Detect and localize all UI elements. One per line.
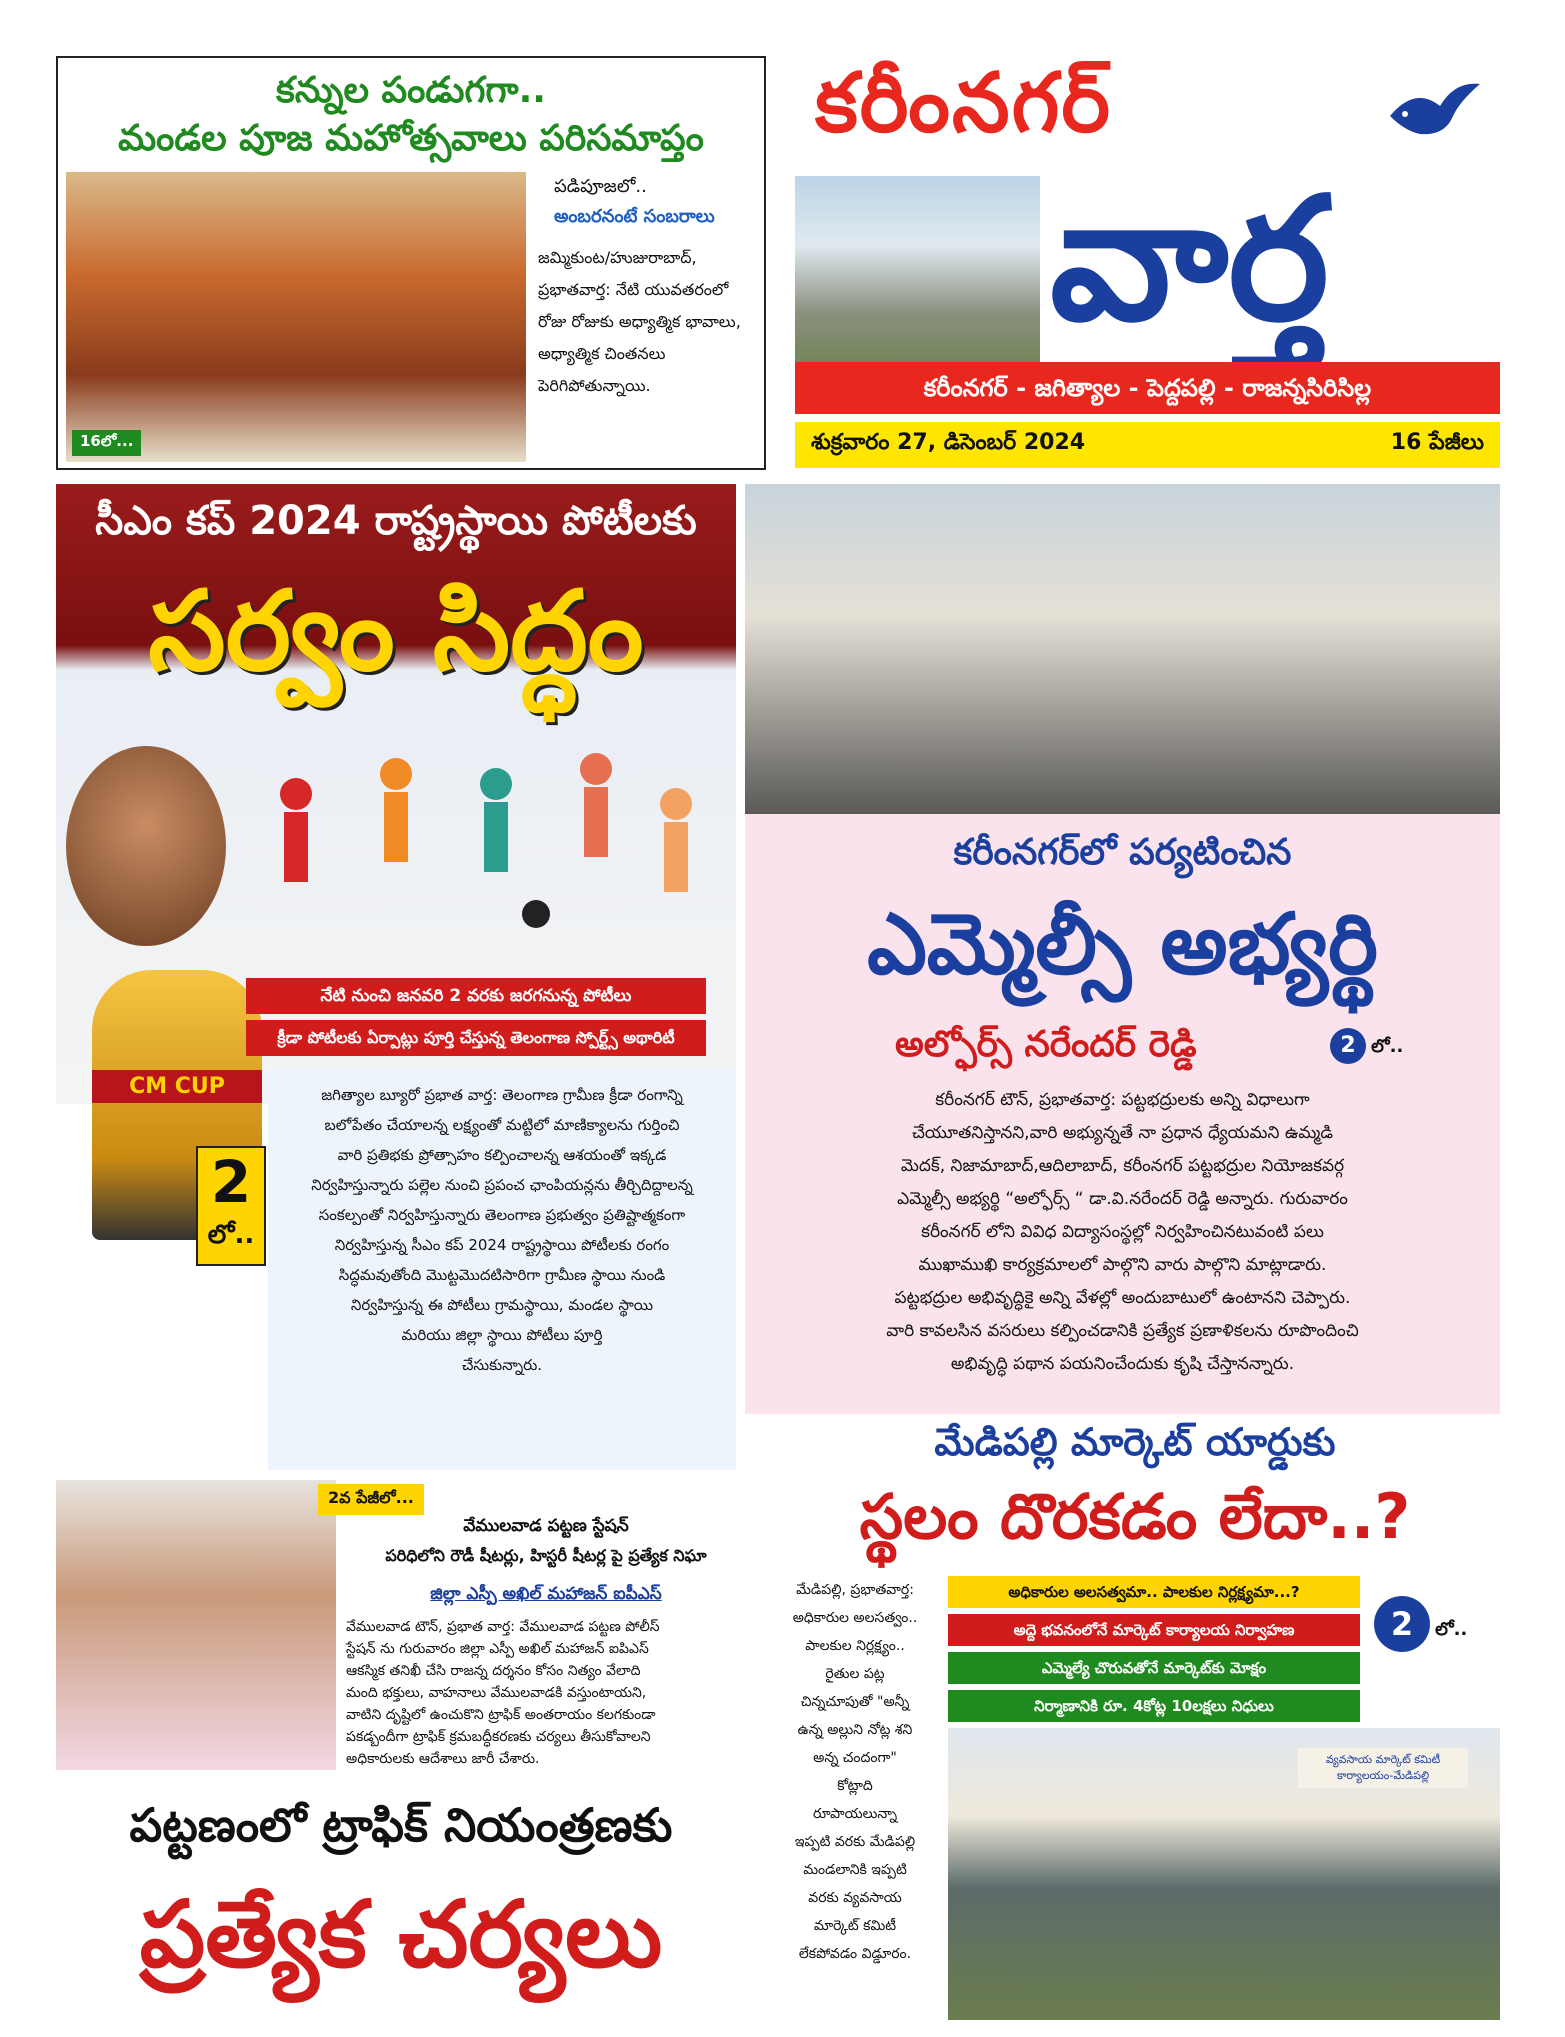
traffic-body bbox=[346, 1616, 746, 1770]
body-line: వాటిని దృష్టిలో ఉంచుకొని ట్రాఫిక్ అంతరాయం కలగకుండా bbox=[346, 1707, 656, 1723]
market-strip-3: ఎమ్మెల్యే చొరువతోనే మార్కెట్‌కు మోక్షం bbox=[948, 1652, 1360, 1684]
page-ref-badge[interactable]: 16లో... bbox=[72, 430, 141, 456]
body-line: మరియు జిల్లా స్థాయి పోటీలు పూర్తి bbox=[401, 1326, 603, 1344]
cm-portrait-photo bbox=[66, 746, 226, 946]
market-page-ref[interactable] bbox=[1374, 1596, 1467, 1652]
top-story-headline-1: కన్నుల పండుగగా.. bbox=[276, 70, 546, 111]
body-line: పట్టభద్రుల అభివృద్ధికై అన్ని వేళల్లో అందుబాటులో ఉంటానని చెప్పారు. bbox=[894, 1288, 1351, 1308]
body-line: వారి ప్రతిభకు ప్రోత్సాహం కల్పించాలన్న ఆశయంతో ఇక్కడ bbox=[337, 1146, 667, 1164]
body-line: వారి కావలసిన వసరులు కల్పించడానికి ప్రత్యేక ప్రణాళికలను రూపొందించి bbox=[886, 1321, 1359, 1341]
body-line: మేడిపల్లి, ప్రభాతవార్త: bbox=[796, 1582, 914, 1598]
top-story-sub-2: అంబరనంటే సంబరాలు bbox=[554, 206, 715, 227]
body-line: అధికారుల అలసత్వం.. bbox=[792, 1610, 918, 1626]
top-story-headline-2: మండల పూజ మహోత్సవాలు పరిసమాప్తం bbox=[118, 118, 704, 159]
traffic-kicker-3: జిల్లా ఎస్పీ అఖిల్ మహాజన్ ఐపీఎస్ bbox=[430, 1584, 662, 1604]
traffic-section bbox=[56, 1480, 746, 2020]
body-line: జగిత్యాల బ్యూరో ప్రభాత వార్త: తెలంగాణ గ్రామీణ క్రీడా రంగాన్ని bbox=[321, 1086, 683, 1104]
body-line: లేకపోవడం విడ్డూరం. bbox=[798, 1946, 912, 1962]
page-ref-suffix: లో.. bbox=[1371, 1036, 1404, 1057]
cm-cup-page-ref[interactable] bbox=[196, 1146, 266, 1266]
body-line: నిర్వహిస్తున్న సీఎం కప్ 2024 రాష్ట్రస్థాయి పోటీలకు రంగం bbox=[334, 1236, 670, 1254]
traffic-headline-2: ప్రత్యేక చర్యలు bbox=[139, 1881, 663, 1988]
page-ref-number: 2 bbox=[1330, 1028, 1366, 1064]
body-line: కరీంనగర్ లోని వివిధ విద్యాసంస్థల్లో నిర్వహించినటువంటి పలు bbox=[921, 1222, 1324, 1242]
cm-cup-headline: సర్వం సిద్ధం bbox=[148, 567, 644, 695]
mlc-group-photo bbox=[745, 484, 1500, 814]
districts-bar: కరీంనగర్ - జగిత్యాల - పెద్దపల్లి - రాజన్నసిరిసిల్ల bbox=[795, 362, 1500, 414]
body-line: రైతుల పట్ల bbox=[825, 1666, 885, 1682]
page-ref-number: 2 bbox=[1374, 1596, 1430, 1652]
sp-portrait-photo bbox=[56, 1480, 336, 1770]
body-line: చేయూతనిస్తానని,వారి అభ్యున్నతే నా ప్రధాన ధ్యేయమని ఉమ్మడి bbox=[912, 1123, 1333, 1143]
market-body bbox=[770, 1576, 940, 1968]
mlc-kicker: కరీంనగర్‌లో పర్యటించిన bbox=[953, 832, 1292, 873]
masthead-name-top: కరీంనగర్ bbox=[815, 56, 1113, 151]
top-story-box bbox=[56, 56, 766, 470]
body-line: ఇప్పటి వరకు మేడిపల్లి bbox=[794, 1834, 916, 1850]
body-line: ఎమ్మెల్సీ అభ్యర్థి “అల్ఫోర్స్ “ డా.వి.నరేందర్ రెడ్డి అన్నారు. గురువారం bbox=[897, 1189, 1348, 1209]
cm-cup-body bbox=[268, 1070, 736, 1470]
market-office-sign: వ్యవసాయ మార్కెట్ కమిటీ కార్యాలయం-మేడిపల్లి bbox=[1298, 1748, 1468, 1788]
top-story-photo bbox=[66, 172, 526, 462]
mlc-section bbox=[745, 484, 1500, 1414]
cm-cup-section bbox=[56, 484, 736, 1484]
traffic-headline-1: పట్టణంలో ట్రాఫిక్ నియంత్రణకు bbox=[129, 1798, 673, 1852]
body-line: కోట్లాది bbox=[837, 1778, 873, 1794]
dove-logo-icon bbox=[1385, 76, 1485, 156]
body-line: బలోపేతం చేయాలన్న లక్ష్యంతో మట్టిలో మాణిక్యాలను గుర్తించి bbox=[324, 1116, 680, 1134]
body-line: సిద్ధమవుతోంది మొట్టమొదటిసారిగా గ్రామీణ స్థాయి నుండి bbox=[338, 1266, 666, 1284]
body-line: రూపాయలున్నా bbox=[812, 1806, 898, 1822]
traffic-kicker-2: పరిధిలోని రౌడీ షీటర్లు, హిస్టరీ షీటర్ల పై ప్రత్యేక నిఘా bbox=[385, 1546, 707, 1565]
date-bar bbox=[795, 422, 1500, 468]
cm-cup-strip-2: క్రీడా పోటీలకు ఏర్పాట్లు పూర్తి చేస్తున్న తెలంగాణ స్పోర్ట్స్ అథారిటీ bbox=[246, 1020, 706, 1056]
page-ref-suffix: లో.. bbox=[207, 1220, 255, 1250]
market-building-photo bbox=[948, 1728, 1500, 2020]
body-line: మెదక్, నిజామాబాద్,ఆదిలాబాద్, కరీంనగర్ పట్టభద్రుల నియోజకవర్గ bbox=[900, 1156, 1345, 1176]
market-strip-2: అద్దె భవనంలోనే మార్కెట్ కార్యాలయ నిర్వాహణ bbox=[948, 1614, 1360, 1646]
body-line: ఆకస్మిక తనిఖీ చేసి రాజన్న దర్శనం కోసం నిత్యం వేలాది bbox=[346, 1663, 641, 1679]
body-line: ఉన్న అల్లుని నోట్ల శని bbox=[797, 1722, 913, 1738]
body-line: చిన్నచూపుతో "అన్నీ bbox=[800, 1694, 910, 1710]
market-kicker: మేడిపల్లి మార్కెట్ యార్డుకు bbox=[934, 1420, 1336, 1464]
page-ref-suffix: లో.. bbox=[1435, 1619, 1468, 1640]
body-line: అభివృద్ధి పథాన పయనించేందుకు కృషి చేస్తానన్నారు. bbox=[950, 1354, 1295, 1374]
body-line: పాలకుల నిర్లక్ష్యం.. bbox=[805, 1638, 905, 1654]
body-line: మండలానికి ఇప్పటి bbox=[803, 1862, 907, 1878]
mlc-page-ref[interactable] bbox=[1330, 1028, 1403, 1064]
body-line: అధికారులకు ఆదేశాలు జారీ చేశారు. bbox=[346, 1751, 540, 1767]
masthead-name-main: వార్త bbox=[1050, 161, 1329, 359]
body-line: వేములవాడ టౌన్, ప్రభాత వార్త: వేములవాడ పట్టణ పోలీస్ bbox=[346, 1619, 660, 1635]
market-strip-4: నిర్మాణానికి రూ. 4కోట్ల 10లక్షలు నిధులు bbox=[948, 1690, 1360, 1722]
mlc-candidate-name: అల్ఫోర్స్ నరేందర్ రెడ్డి bbox=[895, 1024, 1197, 1065]
body-line: మార్కెట్ కమిటీ bbox=[813, 1918, 897, 1934]
market-section bbox=[770, 1420, 1500, 2020]
mlc-body bbox=[761, 1084, 1484, 1381]
market-headline: స్థలం దొరకడం లేదా..? bbox=[859, 1480, 1411, 1553]
market-strip-1: అధికారుల అలసత్వమా.. పాలకుల నిర్లక్ష్యమా...? bbox=[948, 1576, 1360, 1608]
body-line: నిర్వహిస్తున్న ఈ పోటీలు గ్రామస్థాయి, మండల స్థాయి bbox=[350, 1296, 654, 1314]
body-line: వరకు వ్యవసాయ bbox=[808, 1890, 902, 1906]
cm-cup-kicker: సీఎం కప్ 2024 రాష్ట్రస్థాయి పోటీలకు bbox=[95, 498, 697, 544]
masthead bbox=[795, 56, 1500, 470]
body-line: స్టేషన్ ను గురువారం జిల్లా ఎస్పీ అఖిల్ మహాజన్ ఐపిఎస్ bbox=[346, 1641, 649, 1657]
page-ref-number: 2 bbox=[210, 1148, 252, 1216]
issue-date: శుక్రవారం 27, డిసెంబర్ 2024 bbox=[811, 430, 1086, 455]
top-story-body: జమ్మికుంట/హుజురాబాద్, ప్రభాతవార్త: నేటి యువతరంలో రోజు రోజుకు అధ్యాత్మిక భావాలు, అధ్యాత్మిక చింతనలు పెరిగిపోతున్నాయి. bbox=[538, 248, 741, 395]
top-story-sub-1: పడిపూజలో.. bbox=[554, 176, 647, 197]
body-line: అన్న చందంగా" bbox=[813, 1750, 897, 1766]
body-line: కరీంనగర్ టౌన్, ప్రభాతవార్త: పట్టభద్రులకు అన్ని విధాలుగా bbox=[935, 1090, 1310, 1110]
mlc-headline: ఎమ్మెల్సీ అభ్యర్థి bbox=[867, 895, 1378, 993]
traffic-page-ref[interactable]: 2వ పేజీలో... bbox=[318, 1484, 424, 1515]
page-count: 16 పేజీలు bbox=[1390, 430, 1484, 455]
cm-cup-strip-1: నేటి నుంచి జనవరి 2 వరకు జరగనున్న పోటీలు bbox=[246, 978, 706, 1014]
body-line: పకడ్బందీగా ట్రాఫిక్ క్రమబద్ధీకరణకు చర్యలు తీసుకోవాలని bbox=[346, 1729, 651, 1745]
traffic-kicker-1: వేములవాడ పట్టణ స్టేషన్ bbox=[463, 1516, 629, 1536]
body-line: ముఖాముఖి కార్యక్రమాలలో పాల్గొని వారు పాల్గొని మాట్లాడారు. bbox=[918, 1255, 1327, 1275]
body-line: నిర్వహిస్తున్నారు పల్లెల నుంచి ప్రపంచ ఛాంపియన్లను తీర్చిదిద్దాలన్న bbox=[311, 1176, 693, 1194]
body-line: సంకల్పంతో నిర్వహిస్తున్నారు తెలంగాణ ప్రభుత్వం ప్రతిష్టాత్మకంగా bbox=[318, 1206, 686, 1224]
body-line: చేసుకున్నారు. bbox=[461, 1356, 543, 1374]
sports-silhouettes-art bbox=[236, 734, 726, 954]
body-line: మంది భక్తులు, వాహనాలు వేములవాడకి వస్తుంటాయని, bbox=[346, 1685, 647, 1701]
trophy-label: CM CUP bbox=[92, 1070, 262, 1103]
